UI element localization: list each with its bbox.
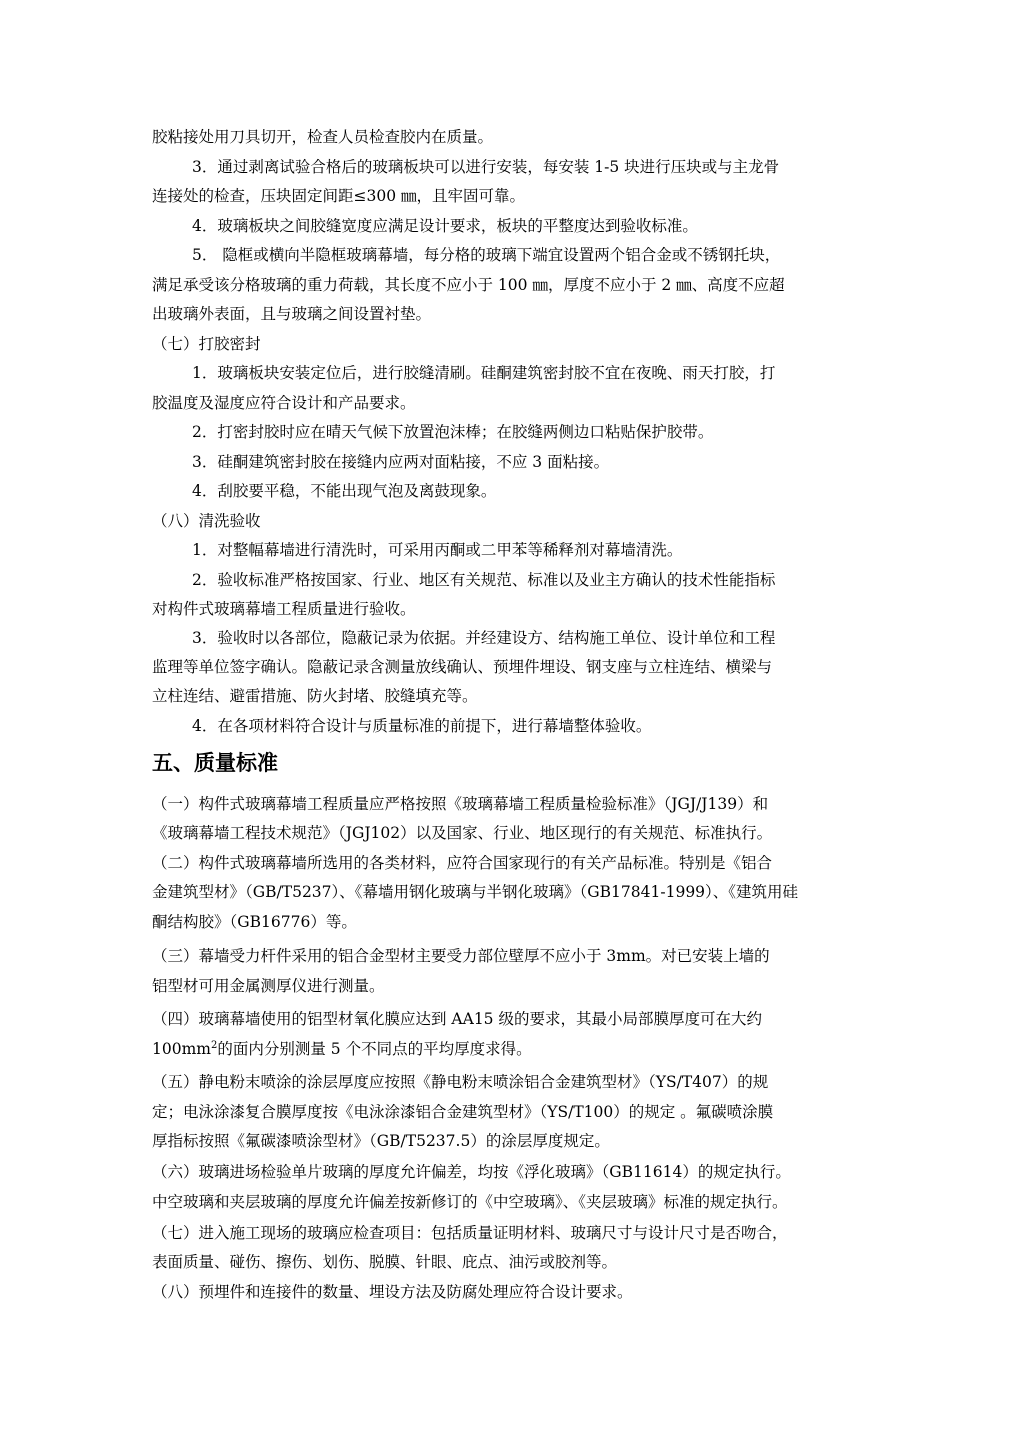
text-line: 表面质量、碰伤、擦伤、划伤、脱膜、针眼、庇点、油污或胶剂等。 [152, 1253, 618, 1271]
text-line: 4．在各项材料符合设计与质量标准的前提下，进行幕墙整体验收。 [192, 717, 652, 735]
text-line [152, 1035, 872, 1065]
text-span: 的面内分别测量 5 个不同点的平均厚度求得。 [217, 1040, 532, 1058]
text-line: （八）预埋件和连接件的数量、埋设方法及防腐处理应符合设计要求。 [152, 1283, 633, 1301]
text-line: 3．通过剥离试验合格后的玻璃板块可以进行安装，每安装 1-5 块进行压块或与主龙骨 [192, 158, 780, 176]
text-line: 4．玻璃板块之间胶缝宽度应满足设计要求，板块的平整度达到验收标准。 [192, 217, 698, 235]
text-line: 5． 隐框或横向半隐框玻璃幕墙，每分格的玻璃下端宜设置两个铝合金或不锈钢托块， [192, 246, 781, 264]
text-line: 2．验收标准严格按国家、行业、地区有关规范、标准以及业主方确认的技术性能指标 [192, 571, 776, 589]
text-line: （三）幕墙受力杆件采用的铝合金型材主要受力部位壁厚不应小于 3mm。对已安装上墙的 [152, 947, 770, 965]
text-line: 《玻璃幕墙工程技术规范》（JGJ102）以及国家、行业、地区现行的有关规范、标准执行。 [152, 824, 773, 842]
text-line: 定；电泳涂漆复合膜厚度按《电泳涂漆铝合金建筑型材》（YS/T100）的规定 。氟碳喷涂膜 [152, 1103, 774, 1121]
text-line: 厚指标按照《氟碳漆喷涂型材》（GB/T5237.5）的涂层厚度规定。 [152, 1132, 610, 1150]
text-line: 满足承受该分格玻璃的重力荷载，其长度不应小于 100 ㎜，厚度不应小于 2 ㎜、高度不应超 [152, 276, 785, 294]
text-line: （四）玻璃幕墙使用的铝型材氧化膜应达到 AA15 级的要求，其最小局部膜厚度可在大约 [152, 1010, 762, 1028]
text-line: （五）静电粉末喷涂的涂层厚度应按照《静电粉末喷涂铝合金建筑型材》（YS/T407）的规 [152, 1073, 769, 1091]
area-value: 100mm [152, 1040, 211, 1058]
section-heading: 五、质量标准 [152, 751, 278, 775]
text-line: 出玻璃外表面，且与玻璃之间设置衬垫。 [152, 305, 432, 323]
text-line: 胶粘接处用刀具切开，检查人员检查胶内在质量。 [152, 128, 494, 146]
text-line: 1．对整幅幕墙进行清洗时，可采用丙酮或二甲苯等稀释剂对幕墙清洗。 [192, 541, 683, 559]
text-line: 立柱连结、避雷措施、防火封堵、胶缝填充等。 [152, 687, 478, 705]
text-line: 铝型材可用金属测厚仪进行测量。 [152, 977, 385, 995]
subsection-heading: （七）打胶密封 [152, 335, 261, 353]
text-line: 金建筑型材》（GB/T5237）、《幕墙用钢化玻璃与半钢化玻璃》（GB17841-1999）、《建筑用硅 [152, 883, 799, 901]
text-line: （一）构件式玻璃幕墙工程质量应严格按照《玻璃幕墙工程质量检验标准》（JGJ/J139）和 [152, 795, 769, 813]
text-line: （二）构件式玻璃幕墙所选用的各类材料，应符合国家现行的有关产品标准。特别是《铝合 [152, 854, 773, 872]
text-line: 连接处的检查，压块固定间距≤300 ㎜，且牢固可靠。 [152, 187, 526, 205]
text-line: 3．验收时以各部位，隐蔽记录为依据。并经建设方、结构施工单位、设计单位和工程 [192, 629, 776, 647]
text-line: 对构件式玻璃幕墙工程质量进行验收。 [152, 600, 416, 618]
text-line: 3．硅酮建筑密封胶在接缝内应两对面粘接，不应 3 面粘接。 [192, 453, 610, 471]
text-line: 监理等单位签字确认。隐蔽记录含测量放线确认、预埋件埋设、钢支座与立柱连结、横梁与 [152, 658, 773, 676]
superscript: 2 [210, 1039, 218, 1051]
text-line: 酮结构胶》（GB16776）等。 [152, 913, 357, 931]
text-line: 1．玻璃板块安装定位后，进行胶缝清刷。硅酮建筑密封胶不宜在夜晚、雨天打胶，打 [192, 364, 776, 382]
text-line: 胶温度及湿度应符合设计和产品要求。 [152, 394, 416, 412]
text-line: （七）进入施工现场的玻璃应检查项目：包括质量证明材料、玻璃尺寸与设计尺寸是否吻合， [152, 1224, 788, 1242]
text-line: （六）玻璃进场检验单片玻璃的厚度允许偏差，均按《浮化玻璃》（GB11614）的规定执行。 [152, 1163, 791, 1181]
text-line: 2．打密封胶时应在晴天气候下放置泡沫棒；在胶缝两侧边口粘贴保护胶带。 [192, 423, 714, 441]
text-line: 4．刮胶要平稳，不能出现气泡及离鼓现象。 [192, 482, 497, 500]
subsection-heading: （八）清洗验收 [152, 512, 261, 530]
text-line: 中空玻璃和夹层玻璃的厚度允许偏差按新修订的《中空玻璃》、《夹层玻璃》标准的规定执行。 [152, 1193, 788, 1211]
